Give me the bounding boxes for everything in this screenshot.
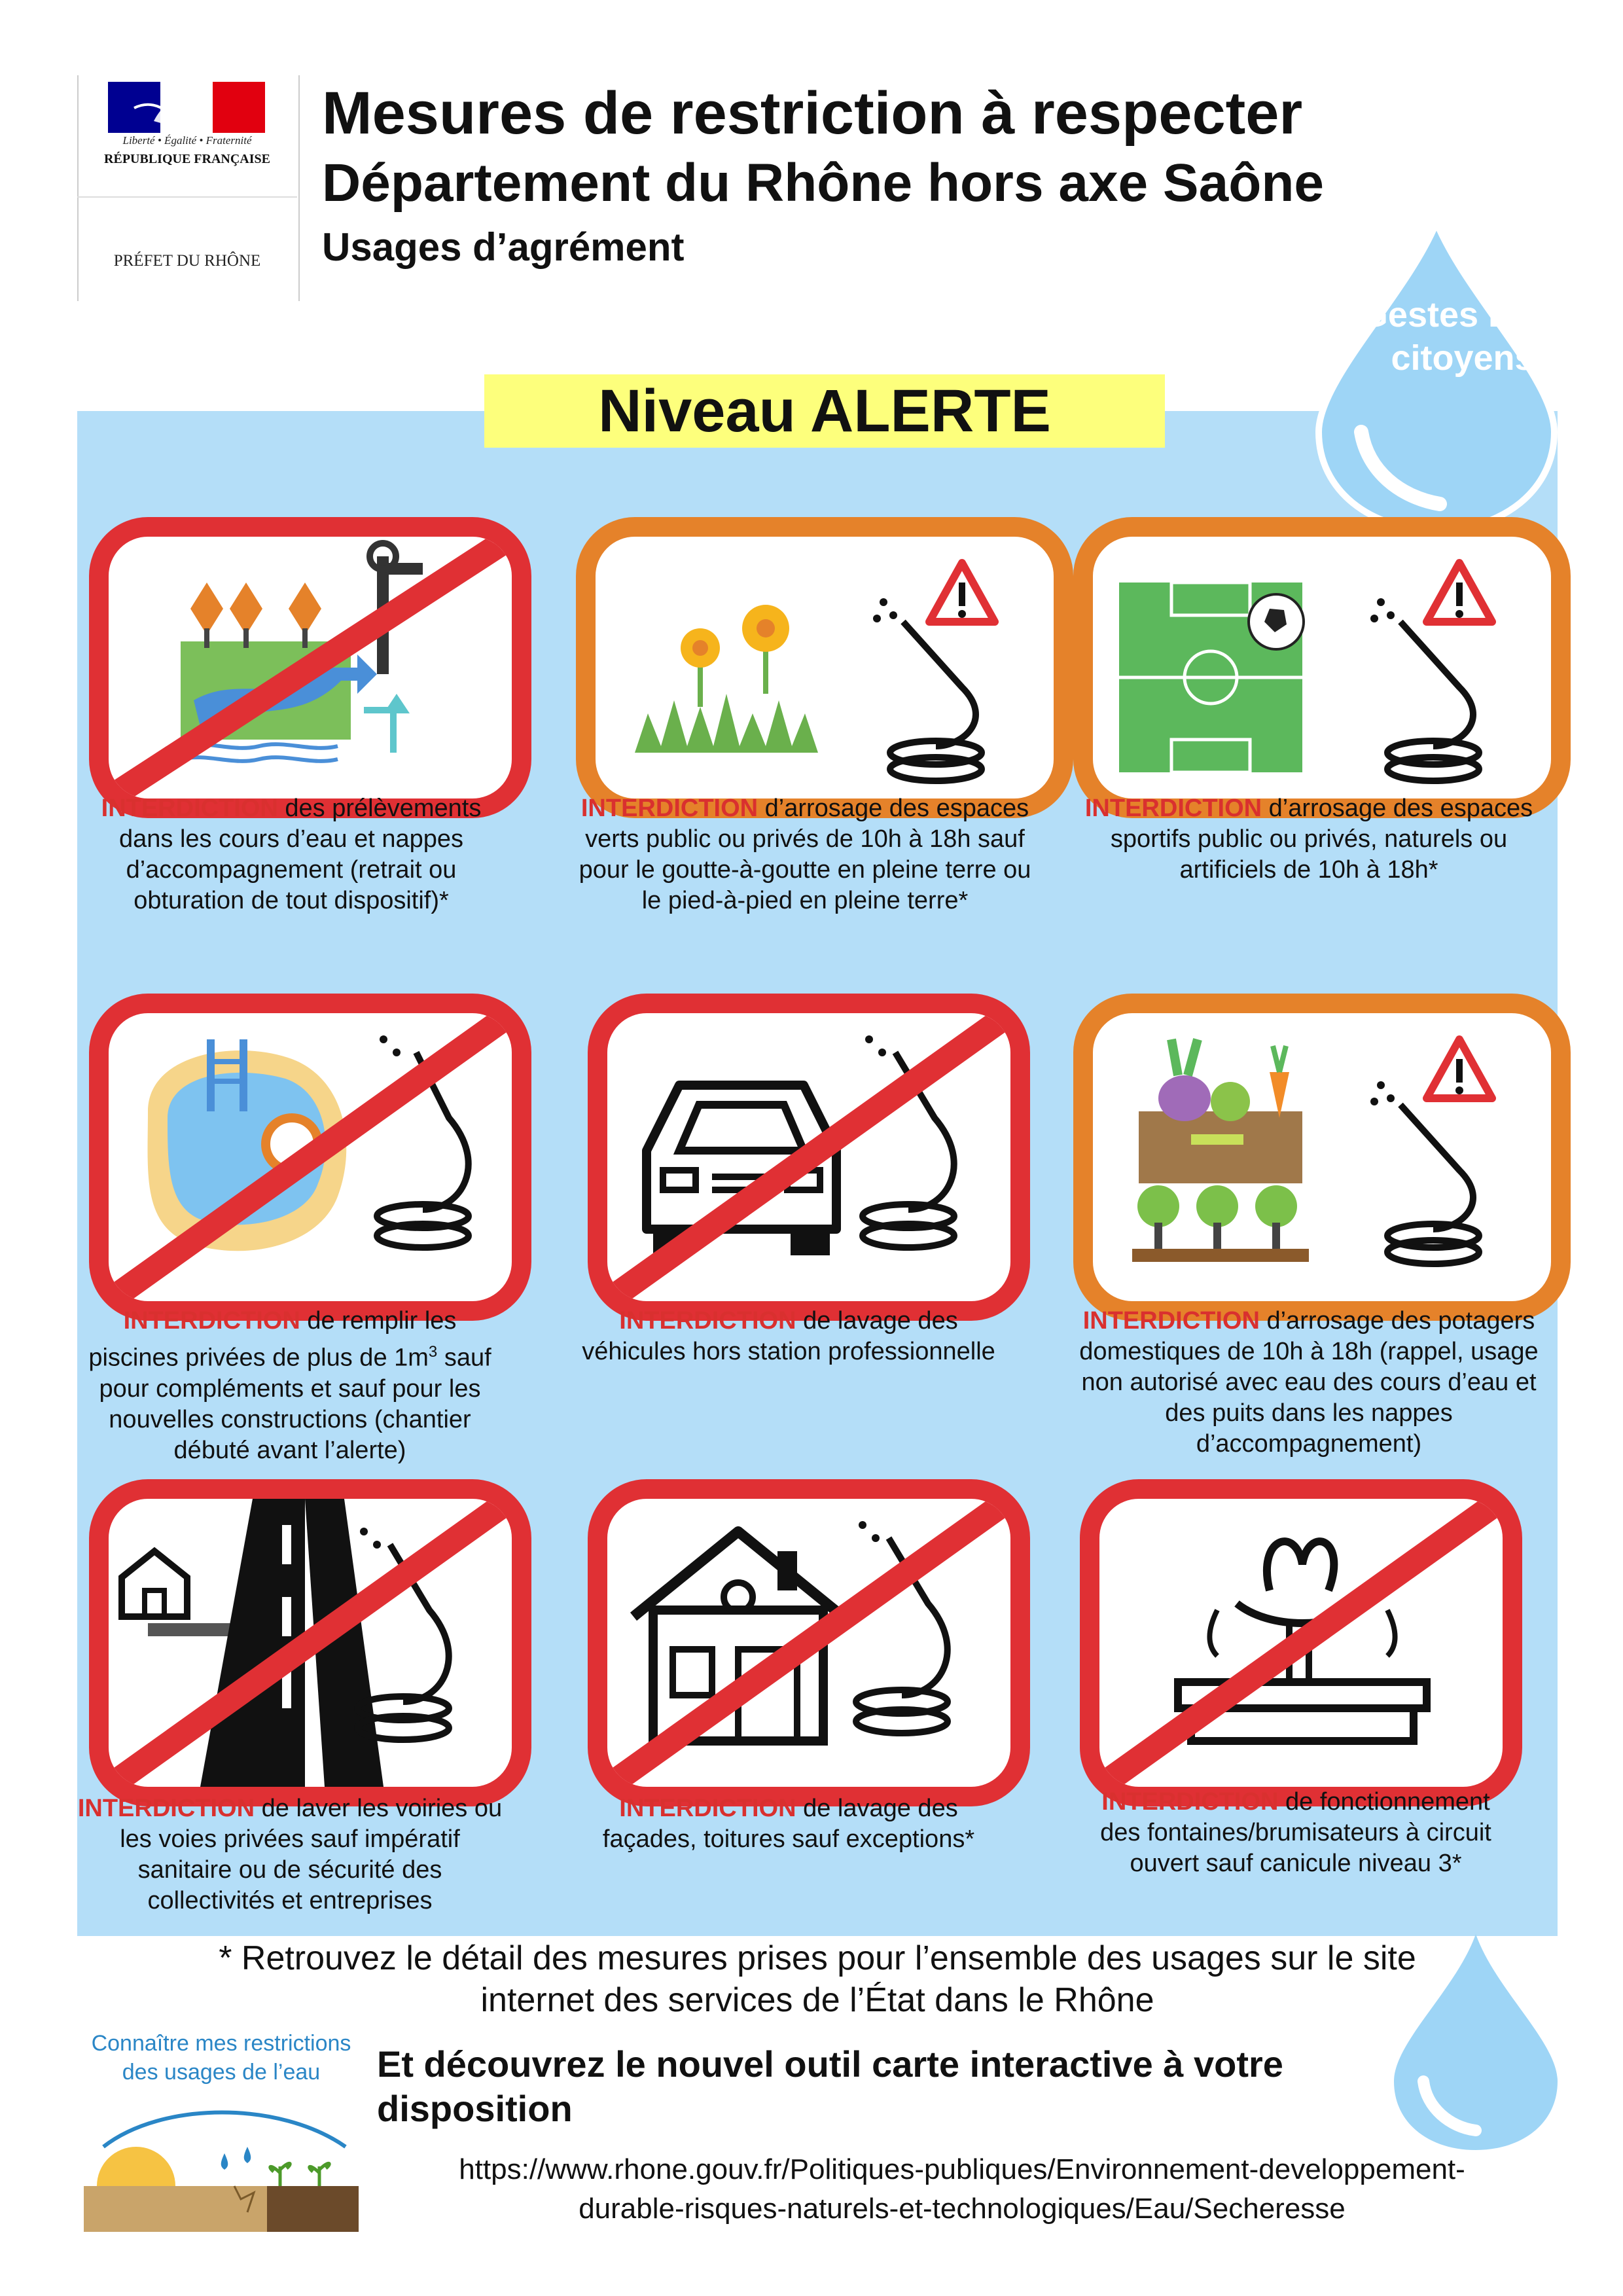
- card-caption: [1073, 793, 1544, 886]
- facade-wash-icon: [607, 1499, 1010, 1787]
- card-caption: [569, 793, 1041, 916]
- caption-text: de lavage des façades, toitures sauf exceptions*: [602, 1795, 975, 1853]
- card-caption: [77, 1793, 503, 1916]
- card-water-withdrawal: [89, 517, 531, 818]
- url-line2[interactable]: durable-risques-naturels-et-technologiques/Eau/Secheresse: [579, 2193, 1346, 2225]
- footnote-line2: internet des services de l’État dans le Rhône: [480, 1981, 1154, 2019]
- alert-level-banner: Niveau ALERTE: [484, 374, 1165, 448]
- caption-text: des prélèvements dans les cours d’eau et nappes d’accompagnement (retrait ou obturation de tout dispositif)*: [118, 795, 482, 914]
- card-vegetable-garden: [1073, 994, 1571, 1321]
- keyword-interdiction: INTERDICTION: [619, 1307, 796, 1335]
- keyword-interdiction: INTERDICTION: [1101, 1788, 1279, 1816]
- card-fountain: [1080, 1479, 1522, 1806]
- keyword-interdiction: INTERDICTION: [619, 1795, 796, 1822]
- interactive-map-invitation: Et découvrez le nouvel outil carte interactive à votre disposition: [377, 2043, 1283, 2129]
- page-title-department: Département du Rhône hors axe Saône: [322, 153, 1325, 213]
- footnote-line1: * Retrouvez le détail des mesures prises pour l’ensemble des usages sur le site: [219, 1939, 1416, 1977]
- logo-line2: des usages de l’eau: [122, 2060, 321, 2085]
- marianne-flag-icon: [108, 82, 265, 133]
- caption-text: sauf pour compléments et sauf pour les nouvelles constructions (chantier débuté avant l’alerte): [99, 1344, 491, 1464]
- card-caption: [576, 1306, 1001, 1367]
- restrictions-tool-logo[interactable]: [77, 2029, 365, 2087]
- caption-text: de remplir les piscines privées de plus de 1m: [88, 1307, 457, 1372]
- keyword-interdiction: INTERDICTION: [101, 795, 278, 822]
- logo-divider: [77, 196, 297, 198]
- url-line1[interactable]: https://www.rhone.gouv.fr/Politiques-publiques/Environnement-developpement-: [459, 2153, 1465, 2185]
- republic-name: RÉPUBLIQUE FRANÇAISE: [104, 152, 270, 166]
- card-caption: [1086, 1787, 1505, 1879]
- keyword-interdiction: INTERDICTION: [1084, 795, 1262, 822]
- logo-line1: Connaître mes restrictions: [91, 2031, 351, 2056]
- card-facade-wash: [588, 1479, 1030, 1806]
- keyword-interdiction: INTERDICTION: [77, 1795, 255, 1822]
- caption-text: d’arrosage des espaces sportifs public ou privés, naturels ou artificiels de 10h à 18h*: [1110, 795, 1533, 884]
- drought-illustration-icon: [84, 2094, 359, 2232]
- pool-icon: [109, 1013, 512, 1301]
- card-caption: [576, 1793, 1001, 1855]
- footnote: [77, 1937, 1558, 2021]
- page-title: Mesures de restriction à respecter: [322, 80, 1303, 147]
- republic-motto: Liberté • Égalité • Fraternité: [122, 134, 252, 147]
- sports-field-icon: [1093, 537, 1551, 798]
- vegetable-garden-icon: [1093, 1013, 1551, 1301]
- road-wash-icon: [109, 1499, 512, 1787]
- caption-text: d’arrosage des espaces verts public ou privés de 10h à 18h sauf pour le goutte-à-goutte en pleine terre ou le pied-à-pied en pleine terre*: [579, 795, 1031, 914]
- keyword-interdiction: INTERDICTION: [580, 795, 758, 822]
- caption-text: de lavage des véhicules hors station professionnelle: [582, 1307, 995, 1365]
- caption-text: de laver les voiries ou les voies privées sauf impératif sanitaire ou de sécurité des collectivités et entreprises: [120, 1795, 503, 1914]
- eco-citizen-badge: Gestes Éco-citoyens: [1360, 295, 1565, 378]
- card-pool: [89, 994, 531, 1321]
- card-road-wash: [89, 1479, 531, 1806]
- fountain-icon: [1099, 1499, 1503, 1787]
- caption-text: de fonctionnement des fontaines/brumisateurs à circuit ouvert sauf canicule niveau 3*: [1100, 1788, 1491, 1877]
- card-sports-field: [1073, 517, 1571, 818]
- caption-text: d’arrosage des potagers domestiques de 10h à 18h (rappel, usage non autorisé avec eau des cours d’eau et des puits dans les nappes d’accompagnement): [1079, 1307, 1539, 1458]
- keyword-interdiction: INTERDICTION: [123, 1307, 300, 1335]
- card-garden-watering: [576, 517, 1073, 818]
- page-subtitle: Usages d’agrément: [322, 225, 685, 269]
- prefet-label: PRÉFET DU RHÔNE: [113, 252, 261, 270]
- card-caption: [77, 1306, 503, 1466]
- car-wash-icon: [607, 1013, 1010, 1301]
- card-caption: [1073, 1306, 1544, 1460]
- superscript: 3: [428, 1343, 438, 1361]
- card-car-wash: [588, 994, 1030, 1321]
- website-link[interactable]: [366, 2150, 1558, 2229]
- garden-watering-icon: [596, 537, 1054, 798]
- water-withdrawal-icon: [109, 537, 512, 798]
- card-caption: [79, 793, 504, 916]
- keyword-interdiction: INTERDICTION: [1082, 1307, 1260, 1335]
